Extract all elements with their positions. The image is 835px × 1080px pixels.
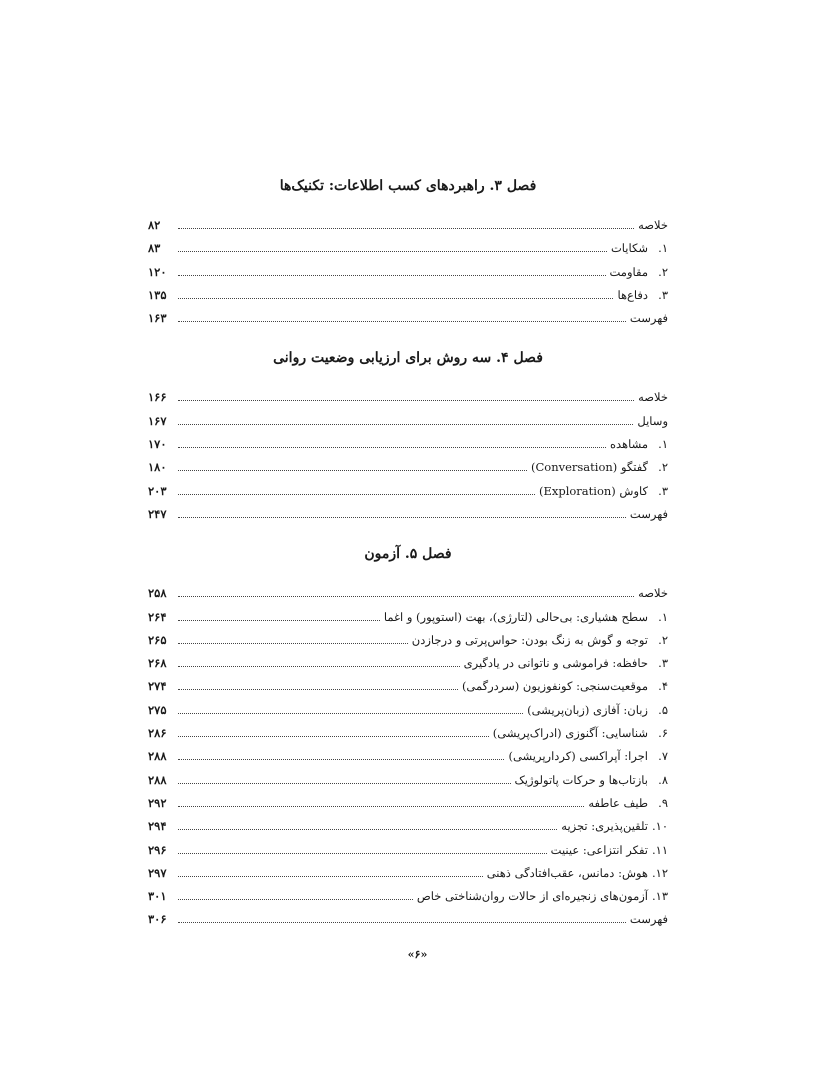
entry-label: مقاومت [609,264,648,279]
entry-page-number: ۲۹۷ [148,865,167,880]
entry-label: وسایل [637,413,668,428]
entry-page-number: ۱۶۶ [148,390,167,405]
dot-leader [178,899,413,900]
toc-entry[interactable] [148,456,668,479]
dot-leader [178,783,511,784]
entry-page-number: ۲۸۸ [148,749,167,764]
entry-page-number: ۱۶۷ [148,413,167,428]
entry-page-number: ۱۷۰ [148,437,167,452]
toc-entry[interactable] [148,862,668,885]
entry-page-number: ۲۷۴ [148,679,167,694]
toc-entry[interactable] [148,433,668,456]
dot-leader [178,321,626,322]
chapter-title: فصل ۳. راهبردهای کسب اطلاعات: تکنیک‌ها [279,178,537,194]
toc-entry[interactable] [148,815,668,838]
entry-page-number: ۲۷۵ [148,702,167,717]
entry-number: ۴. [658,679,668,694]
dot-leader [178,853,547,854]
entry-label: تفکر انتزاعی: عینیت [550,842,648,857]
entry-number: ۷. [658,749,668,764]
entry-page-number: ۱۳۵ [148,287,167,302]
toc-entry[interactable] [148,480,668,503]
entry-number: ۲. [658,264,668,279]
dot-leader [178,400,634,401]
chapter-entries [148,386,668,526]
dot-leader [178,736,489,737]
entry-page-number: ۲۰۳ [148,483,167,498]
entry-number: ۳. [658,483,668,498]
toc-entry[interactable] [148,722,668,745]
entry-label: خلاصه [638,586,668,601]
toc-entry[interactable] [148,284,668,307]
dot-leader [178,424,633,425]
toc-entry[interactable] [148,652,668,675]
dot-leader [178,447,606,448]
entry-label: فهرست [629,311,668,326]
dot-leader [178,228,634,229]
entry-page-number: ۱۸۰ [148,460,167,475]
chapter-entries [148,582,668,931]
entry-number: ۳. [658,287,668,302]
entry-page-number: ۲۸۶ [148,726,167,741]
dot-leader [178,829,557,830]
dot-leader [178,470,527,471]
entry-number: ۱. [658,437,668,452]
entry-page-number: ۲۹۲ [148,795,167,810]
entry-number: ۳. [658,656,668,671]
dot-leader [178,759,504,760]
entry-number: ۱. [658,241,668,256]
entry-page-number: ۲۶۵ [148,632,167,647]
toc-entry[interactable] [148,606,668,629]
toc-entry[interactable] [148,769,668,792]
entry-number: ۱۲. [651,865,668,880]
entry-label: دفاع‌ها [617,287,648,302]
entry-label: مشاهده [609,437,648,452]
dot-leader [178,494,535,495]
entry-label: گفتگو (Conversation) [530,460,648,475]
entry-label: فهرست [629,912,668,927]
chapter-title: فصل ۴. سه روش برای ارزیابی وضعیت روانی [273,350,543,367]
entry-page-number: ۲۶۴ [148,609,167,624]
chapter-entries [148,214,668,330]
entry-number: ۲. [658,632,668,647]
entry-label: کاوش (Exploration) [538,483,648,498]
entry-label: طیف عاطفه [588,795,648,810]
toc-entry[interactable] [148,745,668,768]
entry-page-number: ۲۴۷ [148,506,167,521]
entry-label: شناسایی: آگنوزی (ادراک‌پریشی) [492,726,648,741]
entry-page-number: ۸۳ [148,241,161,256]
dot-leader [178,298,613,299]
entry-page-number: ۲۶۸ [148,656,167,671]
toc-entry[interactable] [148,386,668,409]
entry-label: هوش: دمانس، عقب‌افتادگی ذهنی [486,865,648,880]
entry-page-number: ۸۲ [148,218,161,232]
toc-entry[interactable] [148,410,668,433]
toc-body [148,172,668,932]
toc-entry[interactable] [148,214,668,237]
chapter-title: فصل ۵. آزمون [364,546,452,563]
toc-entry[interactable] [148,237,668,260]
entry-number: ۱۳. [651,889,668,904]
dot-leader [178,596,634,597]
toc-entry[interactable] [148,908,668,931]
entry-label: آزمون‌های زنجیره‌ای از حالات روان‌شناختی خاص [416,889,648,904]
entry-label: شکایات [610,241,648,256]
toc-entry[interactable] [148,582,668,605]
entry-page-number: ۱۲۰ [148,264,167,279]
entry-label: اجرا: آپراکسی (کردارپریشی) [508,749,648,764]
toc-entry[interactable] [148,307,668,330]
dot-leader [178,643,408,644]
entry-label: توجه و گوش به زنگ بودن: حواس‌پرتی و درجازدن [411,632,648,647]
toc-entry[interactable] [148,675,668,698]
entry-number: ۱۰. [651,819,668,834]
entry-page-number: ۲۹۴ [148,819,167,834]
toc-entry[interactable] [148,885,668,908]
entry-page-number: ۳۰۱ [148,889,167,904]
dot-leader [178,666,460,667]
entry-page-number: ۱۶۳ [148,311,167,326]
toc-entry[interactable] [148,629,668,652]
table-of-contents [148,172,668,946]
toc-entry[interactable] [148,839,668,862]
dot-leader [178,251,607,252]
page-number-footer: «۶» [407,948,428,961]
entry-label: زبان: آفازی (زبان‌پریشی) [527,702,648,717]
entry-label: خلاصه [638,218,668,232]
entry-label: بازتاب‌ها و حرکات پاتولوژیک [514,772,648,787]
entry-label: حافظه: فراموشی و ناتوانی در یادگیری [463,656,648,671]
entry-number: ۶. [658,726,668,741]
dot-leader [178,275,606,276]
entry-label: فهرست [629,506,668,521]
entry-label: سطح هشیاری: بی‌حالی (لتارژی)، بهت (استوپور) و اغما [383,609,648,624]
entry-label: موقعیت‌سنجی: کونفوزیون (سردرگمی) [461,679,648,694]
entry-number: ۵. [658,702,668,717]
entry-page-number: ۲۵۸ [148,586,167,601]
dot-leader [178,922,626,923]
entry-label: تلقین‌پذیری: تجزیه [561,819,648,834]
toc-entry[interactable] [148,503,668,526]
entry-page-number: ۲۸۸ [148,772,167,787]
entry-number: ۲. [658,460,668,475]
dot-leader [178,876,483,877]
toc-entry[interactable] [148,261,668,284]
dot-leader [178,713,523,714]
entry-page-number: ۳۰۶ [148,912,167,927]
dot-leader [178,689,458,690]
entry-number: ۱۱. [651,842,668,857]
entry-number: ۹. [658,795,668,810]
dot-leader [178,517,626,518]
toc-entry[interactable] [148,699,668,722]
toc-entry[interactable] [148,792,668,815]
entry-number: ۸. [658,772,668,787]
entry-number: ۱. [658,609,668,624]
entry-label: خلاصه [638,390,668,405]
dot-leader [178,620,380,621]
entry-page-number: ۲۹۶ [148,842,167,857]
dot-leader [178,806,584,807]
